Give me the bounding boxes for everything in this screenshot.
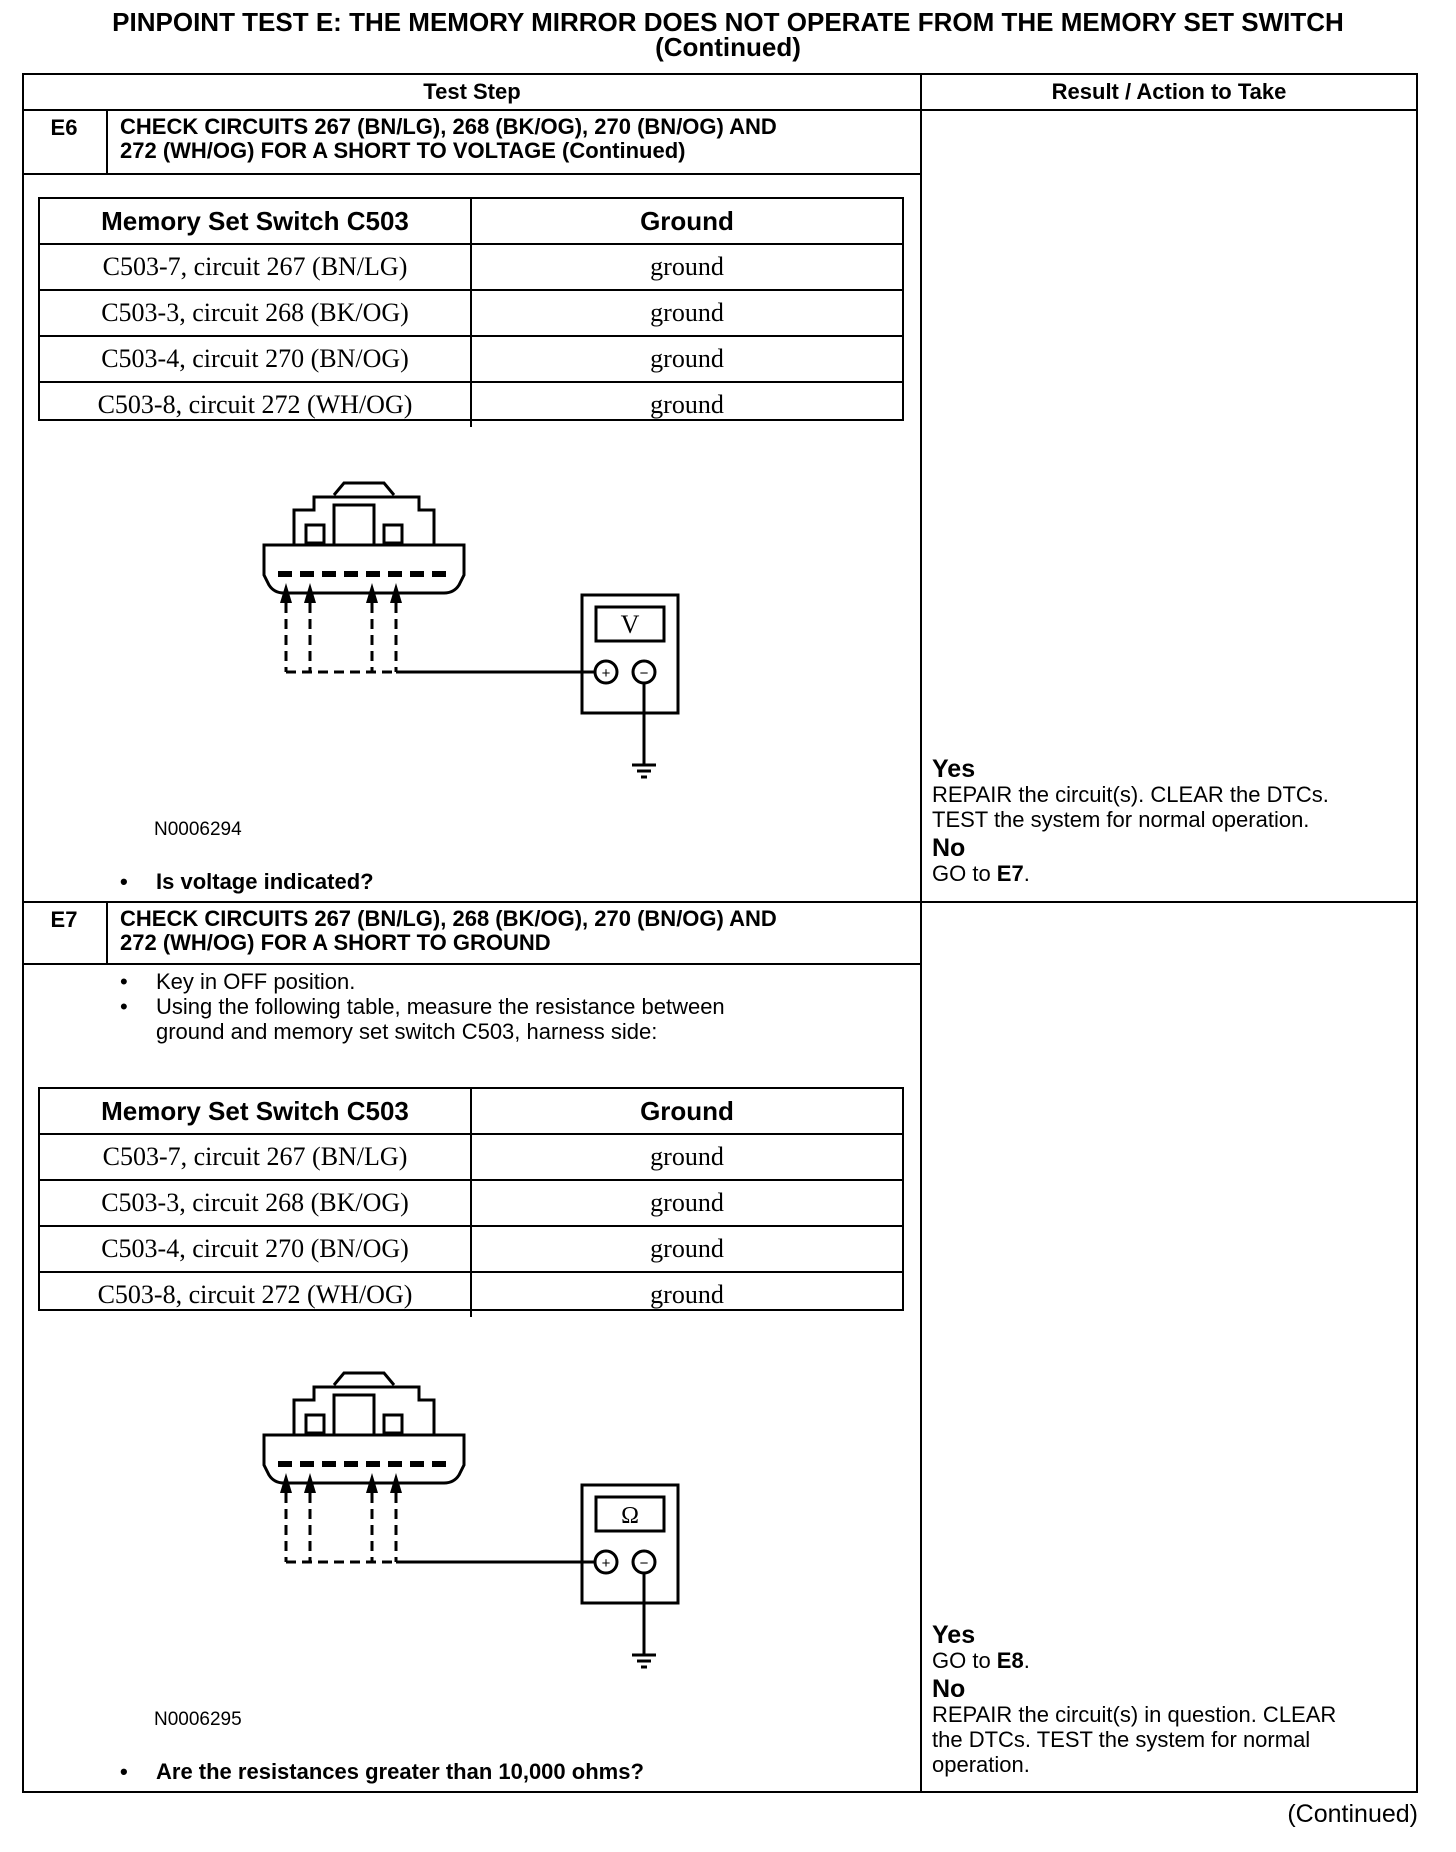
- goto-e8-link[interactable]: E8: [996, 1648, 1024, 1673]
- e7-no-label: No: [932, 1675, 966, 1703]
- e7-result: Yes GO to E8. No REPAIR the circuit(s) in question. CLEAR the DTCs. TEST the system for normal operation.: [932, 1621, 1337, 1777]
- meter-plus-terminal: +: [601, 1555, 611, 1572]
- meter-minus-terminal: −: [639, 1555, 649, 1572]
- step-id-e7: E7: [50, 907, 78, 932]
- meter-minus-terminal: −: [639, 665, 649, 682]
- table-row: C503-3, circuit 268 (BK/OG) ground: [40, 1180, 902, 1226]
- title-line-2: (Continued): [655, 32, 801, 62]
- e6-yes-label: Yes: [932, 755, 976, 783]
- step-title-e6: CHECK CIRCUITS 267 (BN/LG), 268 (BK/OG), 270 (BN/OG) AND 272 (WH/OG) FOR A SHORT TO VOLTAGE (Continued): [120, 114, 777, 163]
- meter-symbol-volt: V: [620, 610, 640, 639]
- e7-circuit-table: [38, 1087, 904, 1311]
- page-title: [0, 7, 1456, 62]
- table-row: C503-4, circuit 270 (BN/OG) ground: [40, 336, 902, 382]
- e6-figure-id: N0006294: [154, 819, 242, 840]
- table-row: C503-3, circuit 268 (BK/OG) ground: [40, 290, 902, 336]
- step-id-e6: E6: [50, 115, 78, 140]
- e6-no-label: No: [932, 834, 966, 862]
- goto-e7-link[interactable]: E7: [996, 861, 1024, 886]
- column-header-result: Result / Action to Take: [1051, 79, 1287, 104]
- table-header: Memory Set Switch C503: [40, 1089, 471, 1134]
- e7-figure-id: N0006295: [154, 1709, 242, 1730]
- e6-circuit-table: [38, 197, 904, 421]
- table-row: C503-4, circuit 270 (BN/OG) ground: [40, 1226, 902, 1272]
- e7-ohmmeter-diagram: [254, 1365, 714, 1725]
- e6-voltmeter-diagram: [254, 475, 714, 835]
- table-header: Memory Set Switch C503: [40, 199, 471, 244]
- step-title-e7: CHECK CIRCUITS 267 (BN/LG), 268 (BK/OG), 270 (BN/OG) AND 272 (WH/OG) FOR A SHORT TO GROUND: [120, 906, 777, 955]
- column-header-test-step: Test Step: [423, 79, 521, 104]
- title-line-1: PINPOINT TEST E: THE MEMORY MIRROR DOES NOT OPERATE FROM THE MEMORY SET SWITCH: [112, 7, 1344, 37]
- table-row: C503-7, circuit 267 (BN/LG) ground: [40, 244, 902, 290]
- pinpoint-test-table: Test Step Result / Action to Take E6 CHECK CIRCUITS 267 (BN/LG), 268 (BK/OG), 270 (BN/OG) AND 272 (WH/OG) FOR A SHORT TO VOLTAGE (Continued) Memory Set Switch C503 Ground C503-7, circuit 267 (BN/LG) ground C503-3, circuit 268 (BK/OG) ground C503-4, circuit 270 (BN/OG) ground C503-8, circuit 272 (WH/OG) ground V + − N0006294 • Is voltage indicated? Yes REPAIR the circuit(s). CLEAR the DTCs. TEST the system for normal operation. No GO to E7. E7 CHECK CIRCUITS 267 (BN/LG), 268 (BK/OG), 270 (BN/OG) AND 272 (WH/OG) FOR A SHORT TO GROUND • Key in OFF position. • Using the following table, measure the resistance between ground and memory set switch C503, harness side: Memory Set Switch C503 Ground C503-7, circuit 267 (BN/LG) ground C503-3, circuit 268 (BK/OG) ground C503-4, circuit 270 (BN/OG) ground C503-8, circuit 272 (WH/OG) ground Ω + − N0006295 • Are the resistances greater than 10,000 ohms? Yes GO to E8. No REPAIR the circuit(s) in question. CLEAR the DTCs. TEST the system for normal operation.: [22, 73, 1418, 1793]
- continued-footer: (Continued): [1287, 1800, 1418, 1828]
- table-header: Ground: [471, 199, 902, 244]
- table-row: C503-7, circuit 267 (BN/LG) ground: [40, 1134, 902, 1180]
- table-row: C503-8, circuit 272 (WH/OG) ground: [40, 382, 902, 427]
- table-header: Ground: [471, 1089, 902, 1134]
- e6-result: Yes REPAIR the circuit(s). CLEAR the DTCs. TEST the system for normal operation. No GO to E7.: [932, 755, 1329, 886]
- meter-plus-terminal: +: [601, 665, 611, 682]
- e7-yes-label: Yes: [932, 1621, 976, 1649]
- table-row: C503-8, circuit 272 (WH/OG) ground: [40, 1272, 902, 1317]
- meter-symbol-ohm: Ω: [621, 1503, 639, 1529]
